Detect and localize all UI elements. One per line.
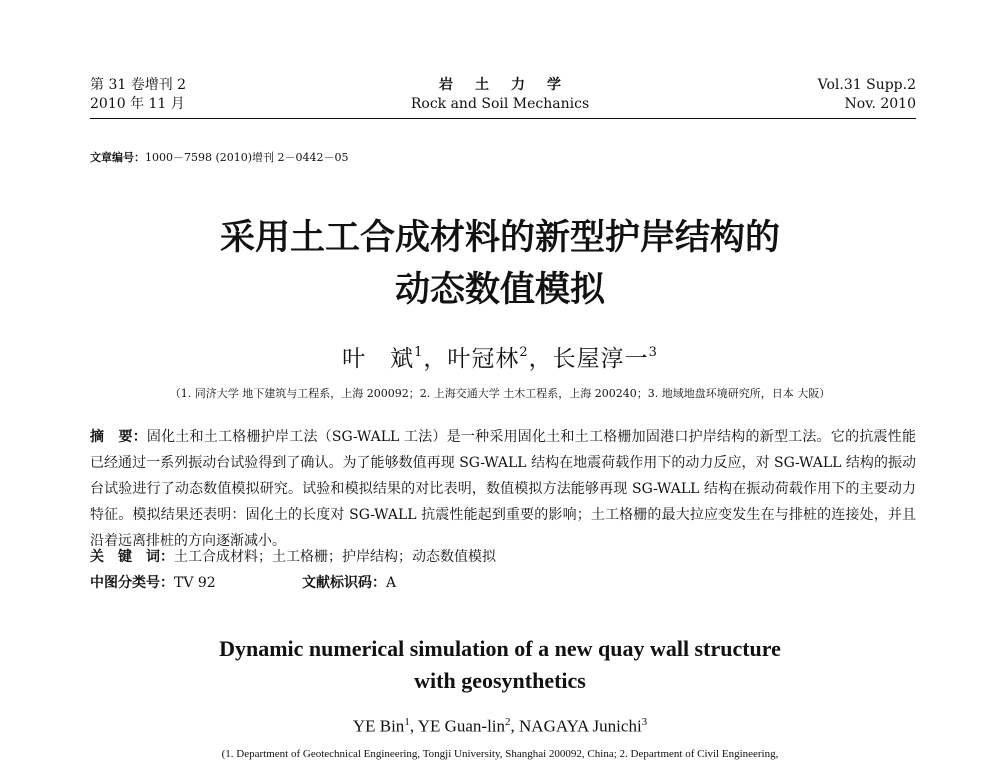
author-en-3: NAGAYA Junichi (519, 716, 642, 736)
author-cn-2-sup: 2 (519, 345, 529, 360)
abstract-cn (90, 424, 916, 554)
author-cn-1-sup: 1 (414, 345, 424, 360)
affiliation-en: (1. Department of Geotechnical Engineering, Tongji University, Shanghai 200092, China; 2. Department of Civil Engineering, (221, 748, 779, 760)
volume-issue-en: Vol.31 Supp.2 (817, 77, 916, 93)
author-en-1: YE Bin (352, 716, 405, 736)
document-code-value: A (386, 575, 397, 591)
authors-en (0, 716, 1000, 737)
title-cn-line1: 采用土工合成材料的新型护岸结构的 (219, 218, 780, 258)
author-en-2: YE Guan-lin (417, 716, 506, 736)
volume-issue-cn: 第 31 卷增刊 2 (90, 77, 187, 93)
journal-name-en: Rock and Soil Mechanics (410, 96, 590, 112)
author-sep-cn-1: ， (423, 346, 448, 372)
authors-cn (0, 340, 1000, 373)
document-code (302, 572, 396, 592)
abstract-label: 摘 要： (90, 429, 147, 445)
header-right (818, 76, 916, 114)
author-en-2-sup: 2 (505, 716, 511, 728)
keywords-cn (90, 546, 496, 566)
author-en-1-sup: 1 (404, 716, 410, 728)
author-sep-en-2: , (510, 716, 520, 736)
affiliation-cn: （1. 同济大学 地下建筑与工程系，上海 200092；2. 上海交通大学 土木工程系，上海 200240；3. 地域地盘环境研究所，日本 大阪） (169, 387, 831, 400)
author-sep-en-1: , (409, 716, 418, 736)
author-cn-2: 叶冠林 (447, 346, 520, 372)
journal-name-cn: 岩土力学 (439, 77, 583, 93)
keywords-label: 关 键 词： (90, 549, 174, 565)
date-cn: 2010 年 11 月 (90, 96, 185, 112)
classification-label: 中图分类号： (90, 575, 174, 591)
classification-value: TV 92 (174, 575, 216, 591)
title-en-line2: with geosynthetics (414, 668, 586, 693)
article-number (90, 149, 349, 165)
abstract-text: 固化土和土工格栅护岸工法（SG-WALL 工法）是一种采用固化土和土工格栅加固港口护岸结构的新型工法。它的抗震性能已经通过一系列振动台试验得到了确认。为了能够数值再现 SG-WALL 结构在地震荷载作用下的动力反应，对 SG-WALL 结构的振动台试验进行了动态数值模拟研究。试验和模拟结果的对比表明，数值模拟方法能够再现 SG-WALL 结构在振动荷载作用下的主要动力特征。模拟结果还表明：固化土的长度对 SG-WALL 抗震性能起到重要的影响；土工格栅的最大拉应变发生在与排桩的连接处，并且沿着远离排桩的方向逐渐减小。 (90, 429, 917, 549)
date-en: Nov. 2010 (844, 96, 916, 112)
author-en-3-sup: 3 (641, 716, 648, 728)
author-cn-3: 长屋淳一 (552, 346, 649, 372)
article-number-value: 1000－7598 (2010)增刊 2－0442－05 (145, 151, 349, 164)
classification-number (90, 572, 216, 592)
title-en-line1: Dynamic numerical simulation of a new quay wall structure (219, 636, 781, 661)
title-cn-line2: 动态数值模拟 (394, 270, 605, 310)
author-cn-3-sup: 3 (648, 345, 658, 360)
author-cn-1: 叶 斌 (342, 346, 415, 372)
header-rule (90, 118, 916, 119)
author-sep-cn-2: ， (528, 346, 553, 372)
keywords-text: 土工合成材料；土工格栅；护岸结构；动态数值模拟 (174, 549, 496, 565)
document-code-label: 文献标识码： (302, 575, 386, 591)
article-number-label: 文章编号： (90, 151, 145, 164)
